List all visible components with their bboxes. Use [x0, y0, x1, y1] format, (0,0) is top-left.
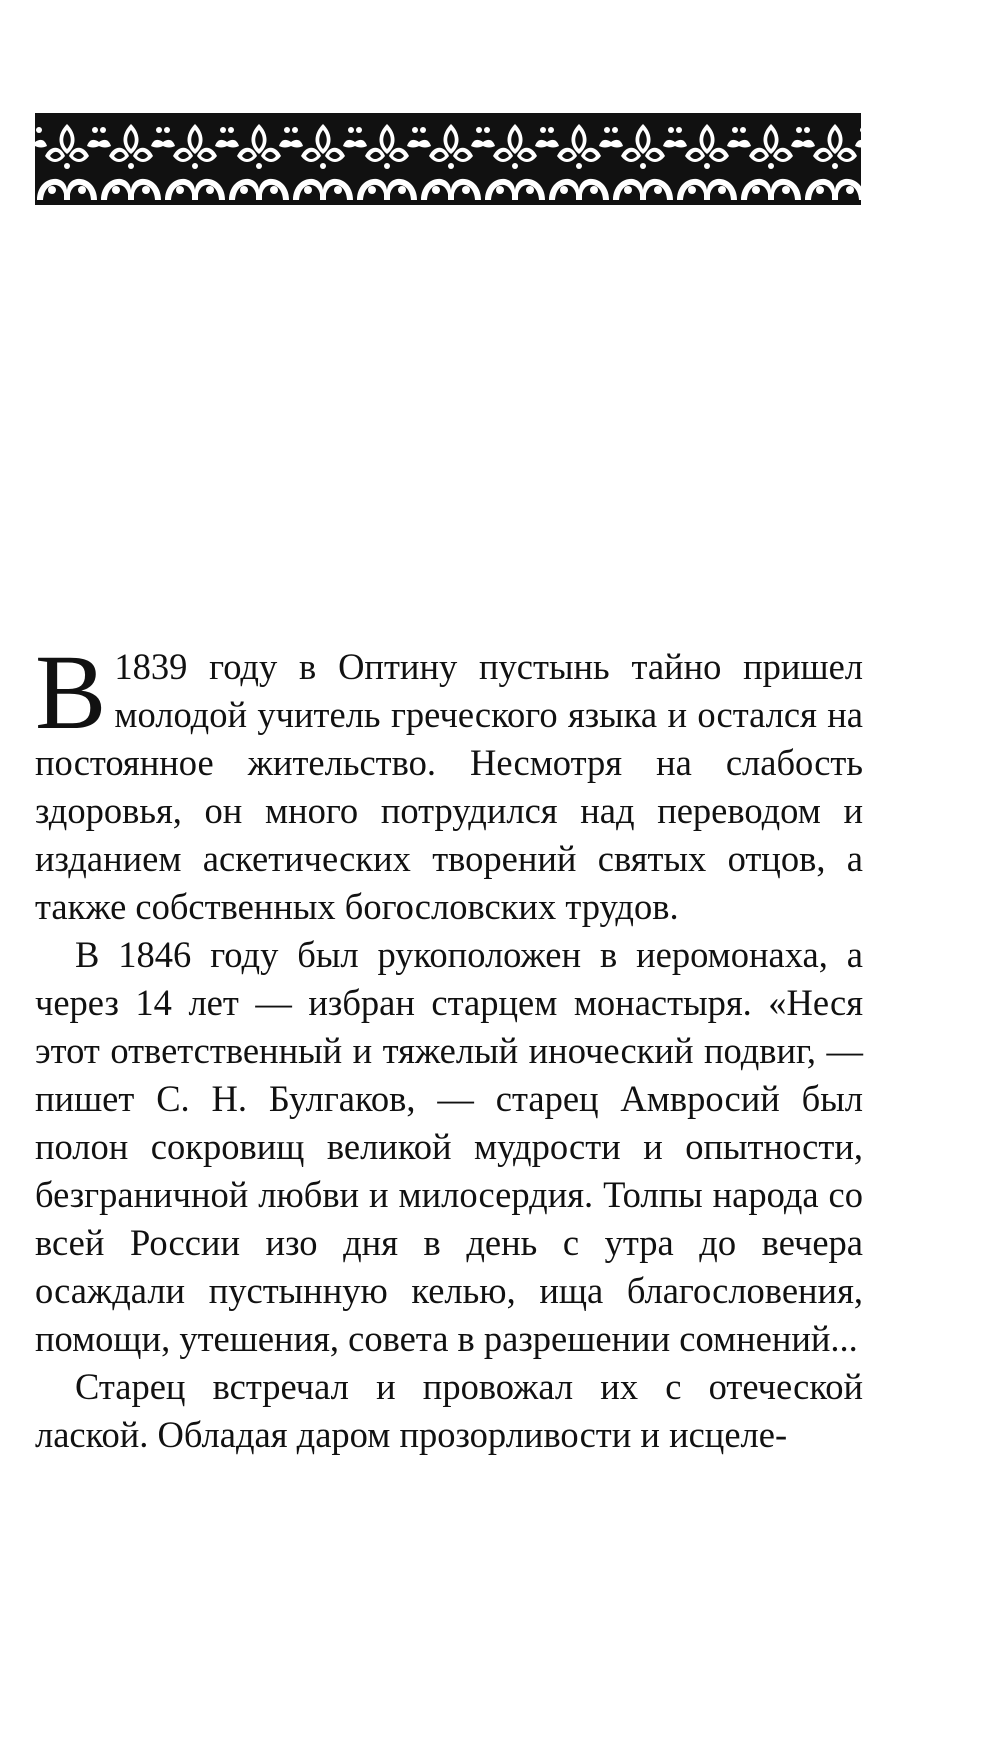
- paragraph-1-text: 1839 году в Оптину пустынь тайно пришел молодой учитель греческого языка и остался на постоянное жительство. Несмотря на слабость здоровья, он много потрудился над переводом и изданием аскетических творений святых отцов, а также собственных богословских трудов.: [35, 646, 863, 927]
- paragraph-2: В 1846 году был рукоположен в иеромонаха, а через 14 лет — избран старцем монастыря. «Неся этот ответственный и тяжелый иноческий подвиг, — пишет С. Н. Булгаков, — старец Амвросий был полон сокровищ великой мудрости и опытности, безграничной любви и милосердия. Толпы народа со всей России изо дня в день с утра до вечера осаждали пустынную келью, ища благословения, помощи, утешения, совета в разрешении сомнений...: [35, 934, 863, 1359]
- decorative-header-ornament: [35, 113, 861, 205]
- ornament-pattern: [35, 116, 861, 202]
- dropcap-letter: В: [35, 634, 107, 752]
- paragraph-3: Старец встречал и провожал их с отеческой лаской. Обладая даром прозорливости и исцеле-: [35, 1366, 863, 1455]
- body-text: [35, 634, 863, 1459]
- paragraph-1: [35, 634, 863, 931]
